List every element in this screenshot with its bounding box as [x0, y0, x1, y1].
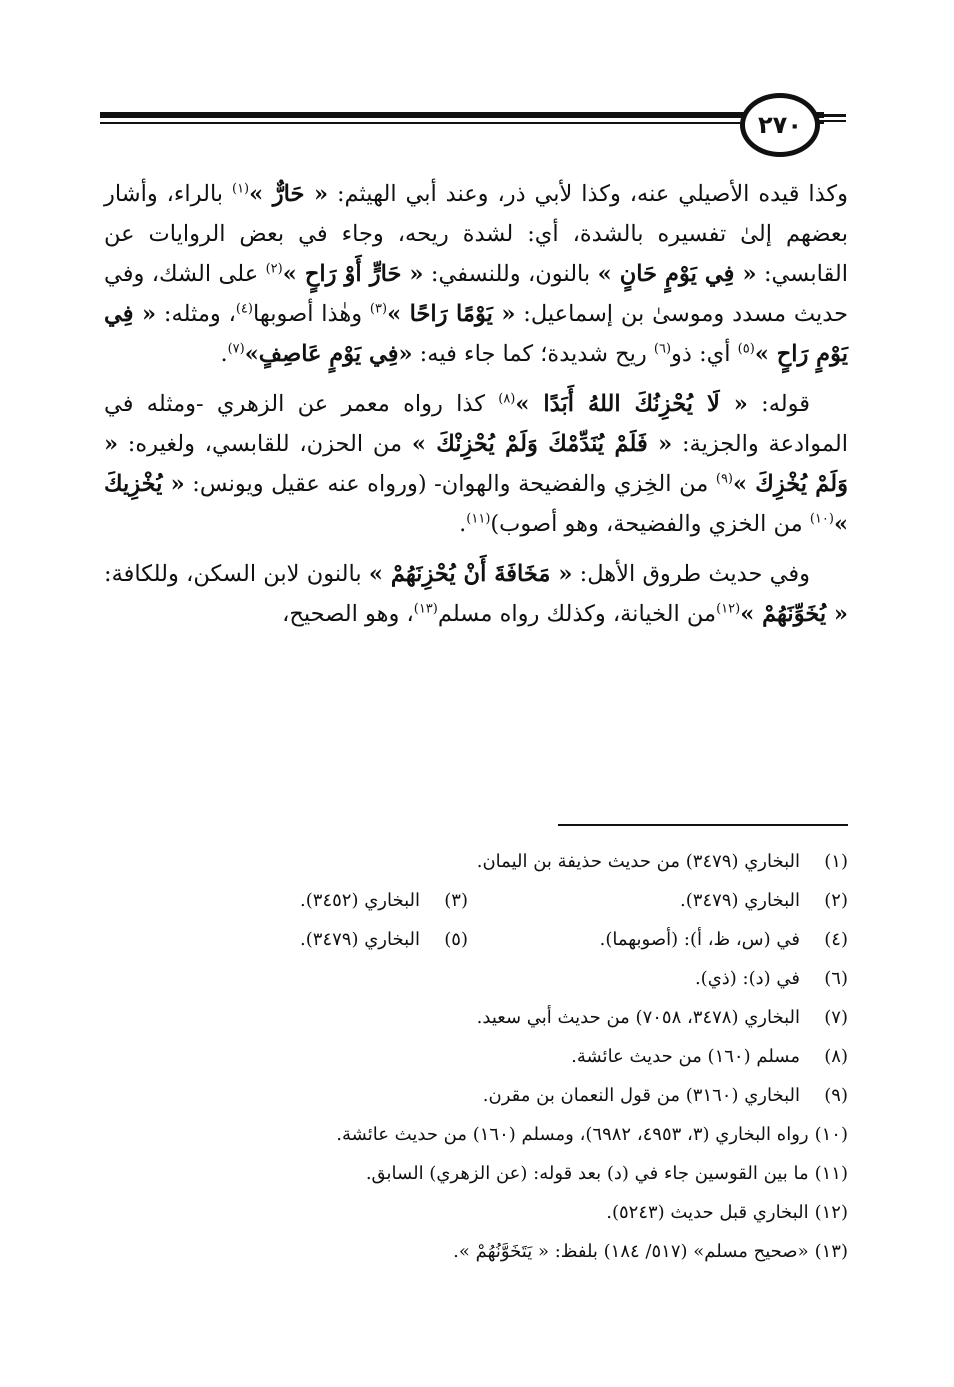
footnote-number: (١) — [824, 851, 848, 872]
header-rule-thick — [100, 112, 824, 118]
footnote-12 — [606, 1193, 848, 1232]
hadith-quote: « لَا يُحْزِنُكَ اللهُ أَبَدًا » — [515, 391, 748, 417]
footnote-number: (١٢) — [814, 1202, 848, 1223]
hadith-quote: « وَلَمْ يُخْزِكَ » — [104, 431, 848, 497]
footnote-text: في (د): (ذي). — [694, 968, 800, 989]
text-run: بالنون لابن السكن، وللكافة: — [104, 561, 369, 587]
footnote-reference: (٨) — [498, 391, 516, 407]
footnote-text: البخاري قبل حديث (٥٢٤٣). — [606, 1202, 809, 1223]
footnote-number: (١١) — [814, 1163, 848, 1184]
hadith-quote: « يُخَوِّنَهُمْ » — [740, 601, 848, 627]
footnote-line — [150, 881, 848, 920]
footnote-reference: (٩) — [715, 471, 733, 487]
footnote-reference: (٢) — [265, 261, 283, 277]
footnote-reference: (٥) — [737, 341, 755, 357]
footnote-reference: (١٣) — [413, 601, 438, 617]
footnote-reference: (١٠) — [809, 511, 834, 527]
footnote-number: (٦) — [824, 968, 848, 989]
footnote-text: ما بين القوسين جاء في (د) بعد قوله: (عن الزهري) السابق. — [365, 1163, 809, 1184]
footnote-8 — [571, 1037, 848, 1076]
text-run: كذا رواه معمر عن الزهري -ومثله في الموادعة والجزية: — [104, 391, 849, 457]
footnote-line — [150, 1193, 848, 1232]
footnote-line — [150, 1232, 848, 1271]
page-number: ٢٧٠ — [740, 93, 820, 157]
text-run: من الحزن، للقابسي، ولغيره: — [118, 431, 412, 457]
text-run: وكذا قيده الأصيلي عنه، وكذا لأبي ذر، وعند أبي الهيثم: — [328, 181, 849, 207]
footnote-reference: (٣) — [369, 301, 388, 317]
text-run: وفي حديث طروق الأهل: — [572, 561, 811, 587]
footnote-line — [150, 920, 848, 959]
main-text — [104, 174, 848, 634]
footnote-line — [150, 1076, 848, 1115]
footnote-text: البخاري (٣٤٧٩). — [680, 890, 800, 911]
footnote-line — [150, 1115, 848, 1154]
footnote-11 — [366, 1154, 848, 1193]
text-run: من الخِزي والفضيحة والهوان- (ورواه عنه عقيل ويونس: — [184, 471, 716, 497]
footnote-reference: (٤) — [235, 301, 253, 317]
paragraph-1 — [104, 174, 848, 374]
footnote-line — [150, 1154, 848, 1193]
footnote-line — [150, 842, 848, 881]
footnote-3 — [300, 881, 468, 920]
text-run: . — [220, 341, 228, 367]
hadith-quote: «فِي يَوْمٍ عَاصِفٍ» — [244, 341, 413, 367]
footnote-2 — [468, 881, 848, 920]
footnote-text: البخاري (٣٤٧٩). — [300, 929, 420, 950]
footnote-line — [150, 1037, 848, 1076]
text-run: . — [459, 511, 467, 537]
footnote-number: (٢) — [824, 890, 848, 911]
hadith-quote: « مَخَافَةَ أَنْ يُحْزِنَهُمْ » — [368, 561, 573, 587]
footnote-number: (٥) — [444, 929, 468, 950]
footnote-reference: (١٢) — [716, 601, 741, 617]
footnote-4 — [468, 920, 848, 959]
text-run: على الشك، وفي حديث مسدد وموسىٰ بن إسماعيل: — [104, 261, 848, 327]
hadith-quote: « حَارٌّ » — [249, 181, 329, 207]
hadith-quote: « يُخْزِيكَ » — [104, 471, 848, 537]
text-run: وهٰذا أصوبها — [252, 301, 370, 327]
text-run: بالنون، وللنسفي: — [423, 261, 598, 287]
footnote-line — [150, 998, 848, 1037]
footnote-reference: (١١) — [466, 511, 491, 527]
footnote-6 — [695, 959, 848, 998]
footnote-number: (٤) — [824, 929, 848, 950]
text-run: ريح شديدة؛ كما جاء فيه: — [412, 341, 654, 367]
paragraph-2 — [104, 384, 848, 544]
header-rule-thin — [100, 122, 824, 124]
footnote-reference: (٧) — [227, 341, 245, 357]
footnote-number: (٧) — [824, 1007, 848, 1028]
footnote-text: «صحيح مسلم» (٥١٧/ ١٨٤) بلفظ: « يَتَخَوَّنُهُمْ ». — [453, 1241, 809, 1262]
footnote-line — [150, 959, 848, 998]
text-run: من الخيانة، وكذلك رواه مسلم — [437, 601, 717, 627]
footnote-number: (٨) — [824, 1046, 848, 1067]
footnote-text: مسلم (١٦٠) من حديث عائشة. — [571, 1046, 800, 1067]
footnote-text: البخاري (٣٤٥٢). — [300, 890, 420, 911]
footnote-10 — [336, 1115, 848, 1154]
footnote-13 — [453, 1232, 848, 1271]
footnote-5 — [300, 920, 468, 959]
footnote-text: البخاري (٣١٦٠) من قول النعمان بن مقرن. — [482, 1085, 800, 1106]
footnote-separator — [558, 824, 848, 826]
text-run: أي: ذو — [671, 341, 738, 367]
footnote-text: في (س، ظ، أ): (أصوبهما). — [599, 929, 800, 950]
text-run: من الخزي والفضيحة، وهو أصوب) — [490, 511, 810, 537]
text-run: ، ومثله: — [156, 301, 236, 327]
hadith-quote: « يَوْمًا رَاحًا » — [387, 301, 516, 327]
footnote-1 — [477, 842, 848, 881]
footnote-number: (٣) — [444, 890, 468, 911]
footnote-text: البخاري (٣٤٧٨، ٧٠٥٨) من حديث أبي سعيد. — [476, 1007, 800, 1028]
footnote-text: البخاري (٣٤٧٩) من حديث حذيفة بن اليمان. — [476, 851, 800, 872]
hadith-quote: « حَارٍّ أَوْ رَاحٍ » — [282, 261, 424, 287]
paragraph-3 — [104, 554, 848, 634]
hadith-quote: « فِي يَوْمٍ رَاحٍ » — [104, 301, 848, 367]
text-run: ، وهو الصحيح، — [282, 601, 414, 627]
footnote-reference: (٦) — [653, 341, 672, 357]
footnote-7 — [477, 998, 848, 1037]
hadith-quote: « فَلَمْ يُنَدِّمْكَ وَلَمْ يُحْزِنْكَ » — [411, 431, 673, 457]
text-run: قوله: — [747, 391, 811, 417]
footnotes — [150, 842, 848, 1271]
hadith-quote: « فِي يَوْمٍ حَانٍ » — [597, 261, 757, 287]
footnote-text: رواه البخاري (٣، ٤٩٥٣، ٦٩٨٢)، ومسلم (١٦٠) من حديث عائشة. — [336, 1124, 809, 1145]
footnote-reference: (١) — [231, 181, 250, 197]
text-run: بالراء، وأشار بعضهم إلىٰ تفسيره بالشدة، أي: لشدة ريحه، وجاء في بعض الروايات عن القابسي: — [104, 181, 848, 287]
footnote-number: (٩) — [824, 1085, 848, 1106]
footnote-number: (١٠) — [814, 1124, 848, 1145]
footnote-number: (١٣) — [814, 1241, 848, 1262]
footnote-9 — [483, 1076, 848, 1115]
header-rule — [100, 112, 824, 126]
